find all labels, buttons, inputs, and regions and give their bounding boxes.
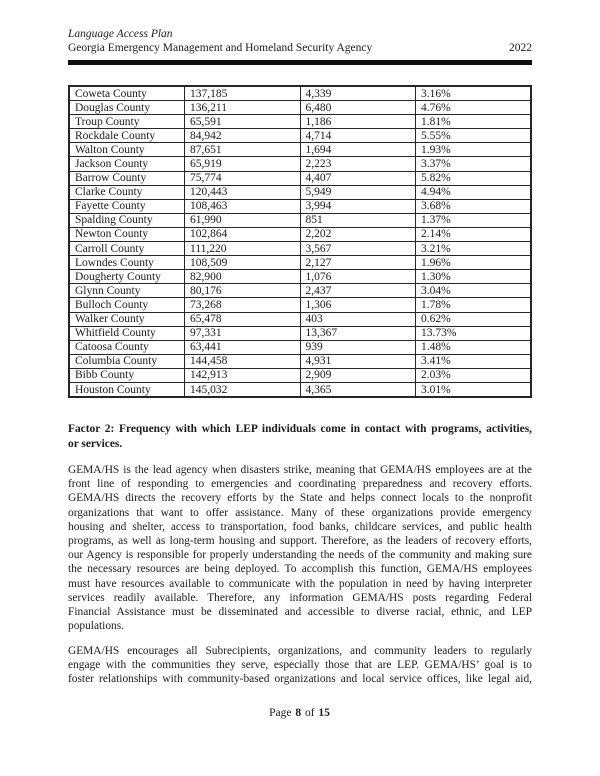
table-row	[69, 382, 531, 397]
table-row	[69, 185, 531, 199]
table-cell: 0.62%	[416, 312, 532, 326]
table-cell: Barrow County	[69, 171, 185, 185]
table-row	[69, 171, 531, 185]
table-cell: Fayette County	[69, 199, 185, 213]
table-cell: 102,864	[185, 227, 301, 241]
factor2-heading	[68, 422, 532, 451]
text-line: GEMA/HS is the lead agency when disasters strike, meaning that GEMA/HS employees are at the	[68, 464, 532, 476]
county-table-wrap	[68, 85, 532, 398]
table-cell: 3.01%	[416, 382, 532, 397]
table-cell: 4,339	[300, 86, 416, 101]
table-cell: 2.14%	[416, 227, 532, 241]
text-line: GEMA/HS directs the recovery efforts by the State and helps connect locals to the nonprofit	[68, 492, 532, 505]
table-row	[69, 86, 531, 101]
table-cell: 3.37%	[416, 157, 532, 171]
text-line: front line of responding to emergencies and coordinating preparedness and recovery efforts.	[68, 478, 532, 491]
table-cell: 1.78%	[416, 298, 532, 312]
table-cell: 1,186	[300, 115, 416, 129]
text-line: Factor 2: Frequency with which LEP individuals come in contact with programs, activities,	[68, 423, 532, 435]
table-row	[69, 213, 531, 227]
table-cell: 97,331	[185, 326, 301, 340]
table-cell: 2,909	[300, 368, 416, 382]
total-pages: 15	[318, 707, 330, 719]
table-cell: 2,437	[300, 284, 416, 298]
table-row	[69, 157, 531, 171]
table-cell: 80,176	[185, 284, 301, 298]
table-cell: 145,032	[185, 382, 301, 397]
table-cell: 2.03%	[416, 368, 532, 382]
table-cell: 939	[300, 340, 416, 354]
table-cell: 63,441	[185, 340, 301, 354]
table-cell: Catoosa County	[69, 340, 185, 354]
table-cell: 84,942	[185, 129, 301, 143]
table-cell: Spalding County	[69, 213, 185, 227]
table-cell: 87,651	[185, 143, 301, 157]
table-cell: Whitfield County	[69, 326, 185, 340]
table-cell: 4,365	[300, 382, 416, 397]
table-cell: 75,774	[185, 171, 301, 185]
table-cell: 4,407	[300, 171, 416, 185]
table-cell: 5.55%	[416, 129, 532, 143]
text-line: must have resources available to communicate with the population in need by having interpreter	[68, 577, 532, 590]
table-row	[69, 129, 531, 143]
county-table-body	[69, 86, 531, 397]
table-cell: 1.30%	[416, 270, 532, 284]
county-table	[68, 85, 532, 398]
table-cell: Houston County	[69, 382, 185, 397]
table-cell: Bulloch County	[69, 298, 185, 312]
table-row	[69, 326, 531, 340]
text-line: our Agency is responsible for properly understanding the needs of the community and making sure	[68, 549, 532, 562]
table-cell: 120,443	[185, 185, 301, 199]
table-cell: 4,931	[300, 354, 416, 368]
table-cell: 2,223	[300, 157, 416, 171]
table-row	[69, 256, 531, 270]
table-cell: Walker County	[69, 312, 185, 326]
table-cell: 142,913	[185, 368, 301, 382]
table-cell: 3.04%	[416, 284, 532, 298]
table-row	[69, 298, 531, 312]
table-cell: Newton County	[69, 227, 185, 241]
page-number: 8	[295, 707, 302, 719]
table-row	[69, 354, 531, 368]
table-cell: 2,202	[300, 227, 416, 241]
table-cell: 1,076	[300, 270, 416, 284]
table-cell: 144,458	[185, 354, 301, 368]
table-cell: 3.21%	[416, 242, 532, 256]
table-row	[69, 199, 531, 213]
table-cell: 1,306	[300, 298, 416, 312]
table-cell: 65,919	[185, 157, 301, 171]
table-cell: 3.16%	[416, 86, 532, 101]
table-cell: Troup County	[69, 115, 185, 129]
agency-name: Georgia Emergency Management and Homeland Security Agency	[68, 42, 373, 54]
table-cell: 1,694	[300, 143, 416, 157]
table-cell: 3,994	[300, 199, 416, 213]
table-cell: 82,900	[185, 270, 301, 284]
table-row	[69, 312, 531, 326]
text-line: programs, as well as long-term housing and support. Therefore, as the leaders of recovery efforts,	[68, 534, 532, 547]
table-row	[69, 227, 531, 241]
table-row	[69, 115, 531, 129]
table-row	[69, 340, 531, 354]
table-cell: 6,480	[300, 101, 416, 115]
text-line: organizations that want to offer assistance. Many of these organizations provide emergency	[68, 506, 532, 519]
table-cell: 1.81%	[416, 115, 532, 129]
table-cell: Clarke County	[69, 185, 185, 199]
text-line: the necessary resources are being deployed. To accomplish this function, GEMA/HS employees	[68, 563, 532, 576]
table-cell: Carroll County	[69, 242, 185, 256]
table-row	[69, 242, 531, 256]
of-label: of	[304, 707, 315, 719]
page-label: Page	[269, 707, 292, 719]
table-cell: Coweta County	[69, 86, 185, 101]
document-title: Language Access Plan	[68, 28, 173, 40]
table-cell: 4.94%	[416, 185, 532, 199]
text-line: GEMA/HS encourages all Subrecipients, organizations, and community leaders to regularly	[68, 645, 532, 657]
table-cell: Douglas County	[69, 101, 185, 115]
table-cell: 65,478	[185, 312, 301, 326]
table-cell: 73,268	[185, 298, 301, 312]
table-cell: 2,127	[300, 256, 416, 270]
table-cell: Glynn County	[69, 284, 185, 298]
paragraph-2	[68, 644, 532, 687]
text-line: populations.	[68, 620, 125, 633]
table-row	[69, 368, 531, 382]
table-cell: 136,211	[185, 101, 301, 115]
table-cell: Lowndes County	[69, 256, 185, 270]
text-line: services readily available. Therefore, any information GEMA/HS posts regarding Federal	[68, 591, 532, 604]
table-cell: 3.41%	[416, 354, 532, 368]
table-cell: 137,185	[185, 86, 301, 101]
header-year: 2022	[509, 42, 532, 54]
table-cell: Rockdale County	[69, 129, 185, 143]
table-cell: 111,220	[185, 242, 301, 256]
table-cell: 108,463	[185, 199, 301, 213]
text-line: housing and shelter, access to transportation, food banks, childcare services, and public health	[68, 520, 532, 533]
header-divider-rule	[68, 60, 532, 65]
table-cell: 1.96%	[416, 256, 532, 270]
text-line: Financial Assistance must be disseminated and accessible to diverse racial, ethnic, and LEP	[68, 605, 532, 618]
table-cell: Dougherty County	[69, 270, 185, 284]
table-cell: 851	[300, 213, 416, 227]
paragraph-1	[68, 463, 532, 633]
text-line: or services.	[68, 437, 123, 450]
table-row	[69, 143, 531, 157]
table-cell: 13,367	[300, 326, 416, 340]
page-footer	[68, 707, 532, 719]
table-row	[69, 101, 531, 115]
table-cell: 4.76%	[416, 101, 532, 115]
text-line: foster relationships with community-based organizations and local service offices, like legal aid,	[68, 673, 532, 686]
table-cell: 1.48%	[416, 340, 532, 354]
table-cell: 3,567	[300, 242, 416, 256]
table-cell: 4,714	[300, 129, 416, 143]
table-cell: 61,990	[185, 213, 301, 227]
table-cell: Walton County	[69, 143, 185, 157]
table-cell: 1.93%	[416, 143, 532, 157]
header-row	[68, 42, 532, 55]
table-cell: Jackson County	[69, 157, 185, 171]
table-cell: 13.73%	[416, 326, 532, 340]
text-line: engage with the communities they serve, especially those that are LEP. GEMA/HS’ goal is to	[68, 659, 532, 672]
table-cell: 5,949	[300, 185, 416, 199]
table-cell: Bibb County	[69, 368, 185, 382]
table-row	[69, 284, 531, 298]
table-cell: 403	[300, 312, 416, 326]
table-cell: 108,509	[185, 256, 301, 270]
table-cell: 3.68%	[416, 199, 532, 213]
table-cell: 5.82%	[416, 171, 532, 185]
table-cell: 65,591	[185, 115, 301, 129]
table-cell: Columbia County	[69, 354, 185, 368]
table-cell: 1.37%	[416, 213, 532, 227]
table-row	[69, 270, 531, 284]
